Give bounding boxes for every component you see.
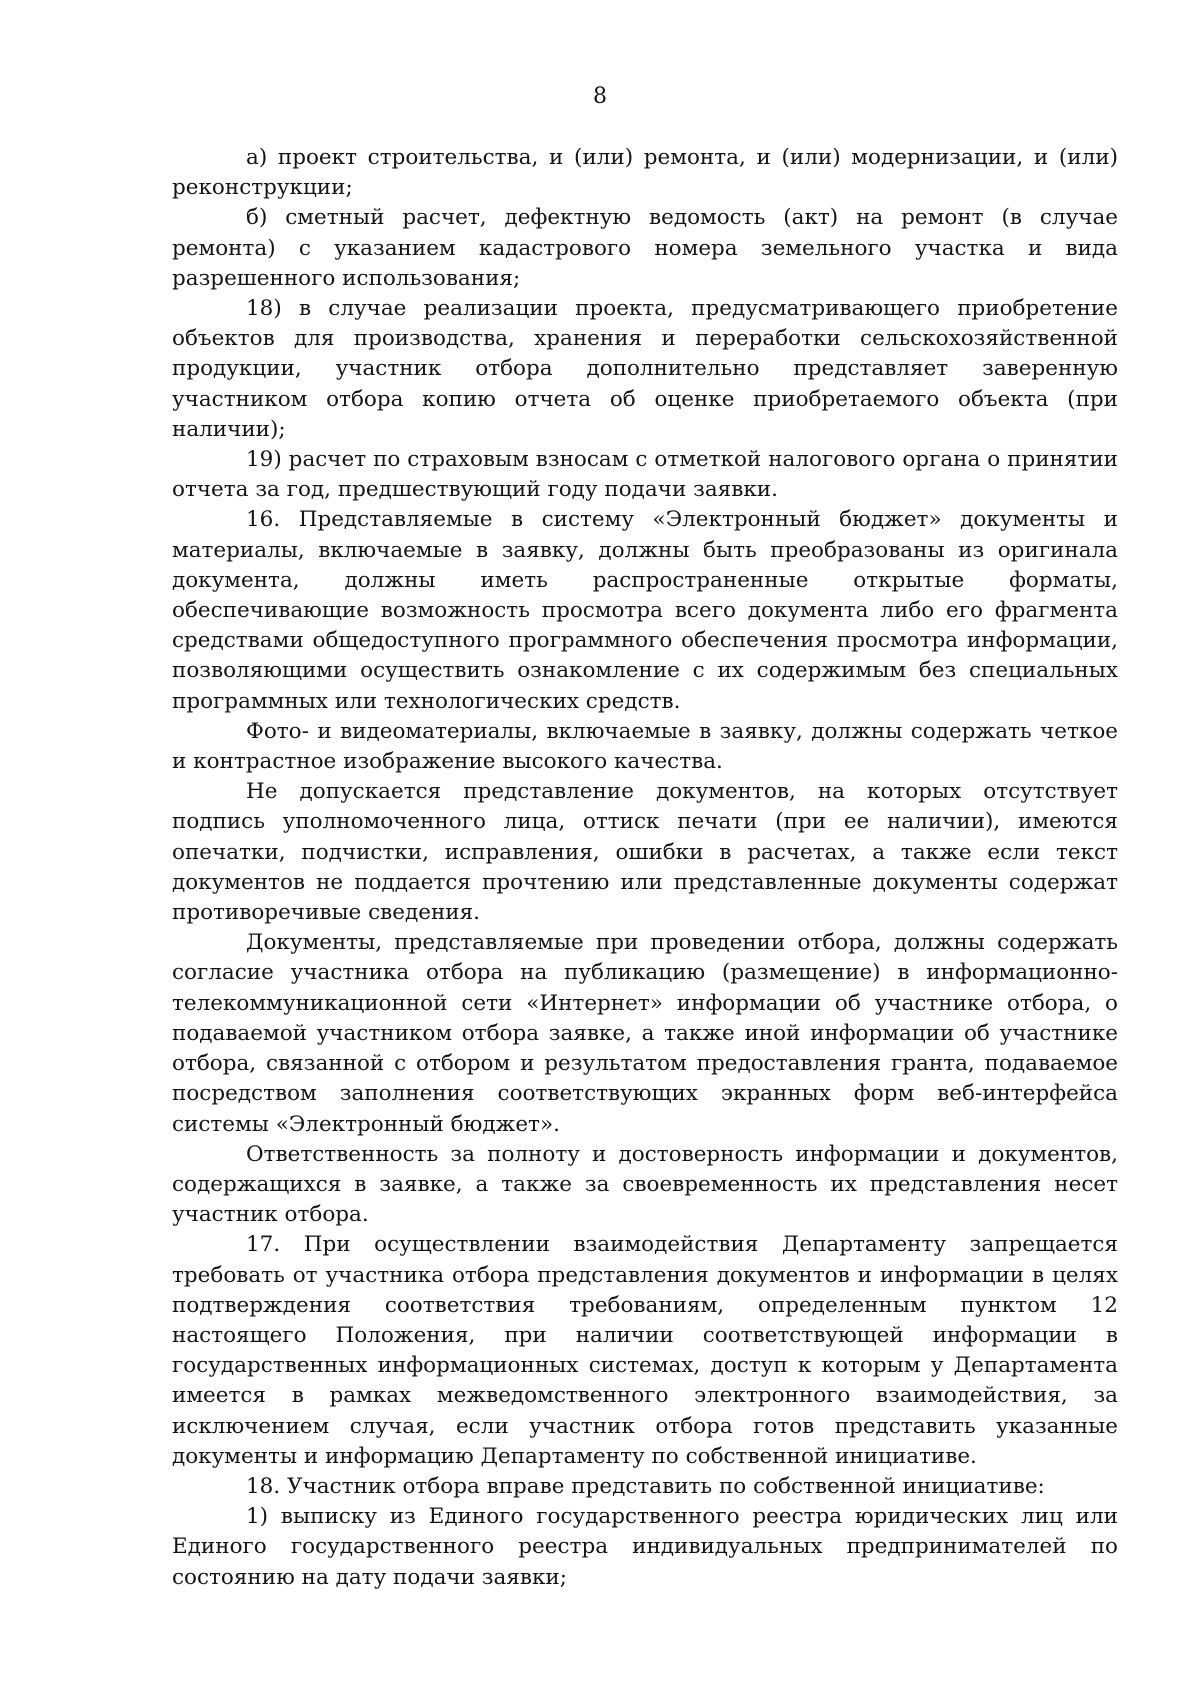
page-number: 8 [593,84,607,109]
paragraph-photo-video: Фото- и видеоматериалы, включаемые в заявку, должны содержать четкое и контрастное изображение высокого качества. [172,718,1118,775]
paragraph-clause-18: 18. Участник отбора вправе представить по собственной инициативе: [246,1473,1045,1499]
document-body [172,143,1118,1593]
paragraph-clause-17: 17. При осуществлении взаимодействия Департаменту запрещается требовать от участника отбора представления документов и информации в целях подтверждения соответствия требованиям, определенным пунктом 12 настоящего Положения, при наличии соответствующей информации в государственных информационных системах, доступ к которым у Департамента имеется в рамках межведомственного электронного взаимодействия, за исключением случая, если участник отбора готов представить указанные документы и информацию Департаменту по собственной инициативе. [172,1232,1118,1469]
paragraph-item-a-project: а) проект строительства, и (или) ремонта, и (или) модернизации, и (или) реконструкции; [172,145,1118,201]
paragraph-consent: Документы, представляемые при проведении отбора, должны содержать согласие участника отбора на публикацию (размещение) в информационно-телекоммуникационной сети «Интернет» информации об участнике отбора, о подаваемой участником отбора заявке, а также иной информации об участнике отбора, связанной с отбором и результатом предоставления гранта, подаваемое посредством заполнения соответствующих экранных форм веб-интерфейса системы «Электронный бюджет». [172,930,1118,1137]
paragraph-not-allowed: Не допускается представление документов, на которых отсутствует подпись уполномоченного лица, оттиск печати (при ее наличии), имеются опечатки, подчистки, исправления, ошибки в расчетах, а также если текст документов не поддается прочтению или представленные документы содержат противоречивые сведения. [172,779,1118,926]
paragraph-clause-16: 16. Представляемые в систему «Электронный бюджет» документы и материалы, включаемые в заявку, должны быть преобразованы из оригинала документа, должны иметь распространенные открытые форматы, обеспечивающие возможность просмотра всего документа либо его фрагмента средствами общедоступного программного обеспечения просмотра информации, позволяющими осуществить ознакомление с их содержимым без специальных программных или технологических средств. [172,507,1118,714]
paragraph-item-19-insurance: 19) расчет по страховым взносам с отметкой налогового органа о принятии отчета за год, предшествующий году подачи заявки. [172,447,1118,503]
paragraph-item-1-extract: 1) выписку из Единого государственного реестра юридических лиц или Единого государственного реестра индивидуальных предпринимателей по состоянию на дату подачи заявки; [172,1504,1118,1590]
paragraph-responsibility: Ответственность за полноту и достоверность информации и документов, содержащихся в заявке, а также за своевременность их представления несет участник отбора. [172,1141,1118,1228]
paragraph-item-b-estimate: б) сметный расчет, дефектную ведомость (акт) на ремонт (в случае ремонта) с указанием кадастрового номера земельного участка и вида разрешенного использования; [172,205,1118,291]
paragraph-item-18-acquisition: 18) в случае реализации проекта, предусматривающего приобретение объектов для производства, хранения и переработки сельскохозяйственной продукции, участник отбора дополнительно представляет заверенную участником отбора копию отчета об оценке приобретаемого объекта (при наличии); [172,296,1118,442]
